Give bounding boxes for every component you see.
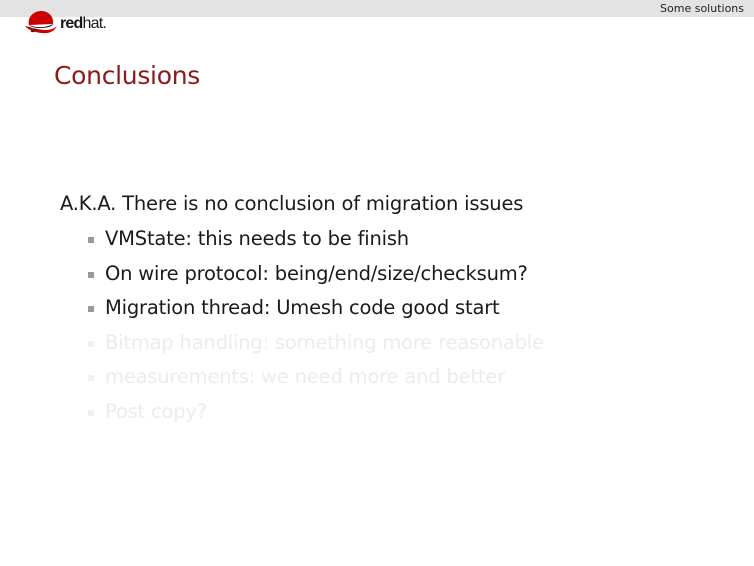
bullet-item-unrevealed bbox=[86, 360, 740, 395]
redhat-hat-icon bbox=[24, 9, 58, 35]
square-bullet-icon bbox=[88, 306, 94, 312]
top-bar bbox=[0, 0, 754, 17]
bullet-text: Bitmap handling: something more reasonable bbox=[105, 330, 544, 354]
logo-wordmark: redhat. bbox=[60, 15, 106, 32]
square-bullet-icon bbox=[88, 375, 94, 381]
slide-content bbox=[60, 189, 740, 429]
square-bullet-icon bbox=[88, 272, 94, 278]
square-bullet-icon bbox=[88, 410, 94, 416]
bullet-text: On wire protocol: being/end/size/checksum? bbox=[105, 261, 528, 285]
square-bullet-icon bbox=[88, 341, 94, 347]
slide-title: Conclusions bbox=[54, 61, 200, 90]
bullet-item-unrevealed bbox=[86, 326, 740, 361]
bullet-text: Post copy? bbox=[105, 399, 207, 423]
bullet-item bbox=[86, 222, 740, 257]
bullet-text: measurements: we need more and better bbox=[105, 365, 505, 388]
bullet-text: VMState: this needs to be finish bbox=[105, 227, 409, 250]
bullet-list bbox=[60, 222, 740, 429]
bullet-text: Migration thread: Umesh code good start bbox=[105, 296, 500, 319]
redhat-logo bbox=[24, 9, 106, 35]
square-bullet-icon bbox=[88, 237, 94, 243]
lead-text: A.K.A. There is no conclusion of migration issues bbox=[60, 192, 524, 215]
bullet-item bbox=[86, 257, 740, 292]
bullet-item bbox=[86, 291, 740, 326]
bullet-item-unrevealed bbox=[86, 395, 740, 430]
section-label: Some solutions bbox=[660, 2, 744, 15]
